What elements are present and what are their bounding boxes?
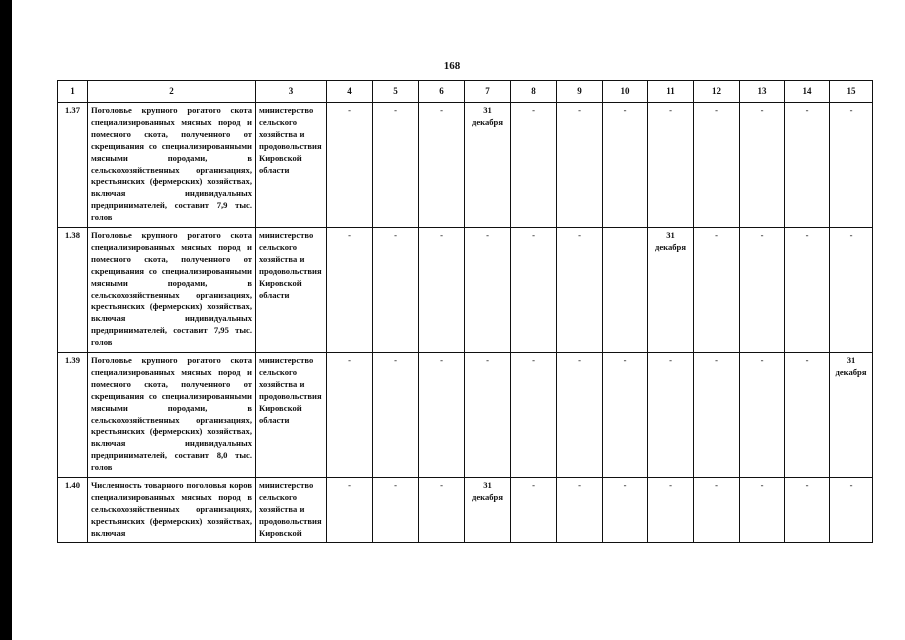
schedule-cell: 31 декабря <box>465 103 511 228</box>
schedule-cell: - <box>373 353 419 478</box>
schedule-cell: - <box>830 103 873 228</box>
col-header: 2 <box>88 81 256 103</box>
schedule-cell: - <box>830 228 873 353</box>
schedule-cell: - <box>557 103 603 228</box>
schedule-cell: - <box>373 478 419 543</box>
col-header: 15 <box>830 81 873 103</box>
schedule-cell: - <box>740 228 785 353</box>
schedule-cell: - <box>648 353 694 478</box>
row-description: Поголовье крупного рогатого скота специализированных мясных пород и помесного скота, полученного от скрещивания со специализированными мясными породами, в сельскохозяйственных организациях, крестьянских (фермерских) хозяйствах, включая индивидуальных предпринимателей, составит 8,0 тыс. голов <box>88 353 256 478</box>
plan-table <box>57 80 873 543</box>
schedule-cell: - <box>603 353 648 478</box>
schedule-cell: - <box>830 478 873 543</box>
schedule-cell: - <box>419 353 465 478</box>
schedule-cell: - <box>648 103 694 228</box>
col-header: 7 <box>465 81 511 103</box>
schedule-cell: - <box>327 228 373 353</box>
schedule-cell: - <box>327 478 373 543</box>
schedule-cell: - <box>557 478 603 543</box>
schedule-cell: - <box>419 228 465 353</box>
table-row <box>58 103 873 228</box>
schedule-cell: - <box>694 478 740 543</box>
schedule-cell <box>603 228 648 353</box>
schedule-cell: - <box>373 103 419 228</box>
schedule-cell: - <box>511 228 557 353</box>
schedule-cell: - <box>465 228 511 353</box>
schedule-cell: - <box>785 103 830 228</box>
row-description: Численность товарного поголовья коров специализированных мясных пород в сельскохозяйственных организациях, крестьянских (фермерских) хозяйствах, включая <box>88 478 256 543</box>
schedule-cell: - <box>694 228 740 353</box>
schedule-cell: - <box>419 478 465 543</box>
schedule-cell: - <box>785 228 830 353</box>
row-responsible: министерство сельского хозяйства и продовольствия Кировской области <box>256 103 327 228</box>
scan-edge-bar <box>0 0 12 640</box>
schedule-cell: - <box>327 103 373 228</box>
col-header: 13 <box>740 81 785 103</box>
row-number: 1.37 <box>58 103 88 228</box>
col-header: 3 <box>256 81 327 103</box>
row-responsible: министерство сельского хозяйства и продовольствия Кировской области <box>256 228 327 353</box>
schedule-cell: - <box>465 353 511 478</box>
schedule-cell: 31 декабря <box>465 478 511 543</box>
schedule-cell: - <box>740 478 785 543</box>
row-responsible: министерство сельского хозяйства и продовольствия Кировской <box>256 478 327 543</box>
schedule-cell: - <box>603 103 648 228</box>
schedule-cell: 31 декабря <box>830 353 873 478</box>
schedule-cell: - <box>740 103 785 228</box>
row-description: Поголовье крупного рогатого скота специализированных мясных пород и помесного скота, полученного от скрещивания со специализированными мясными породами, в сельскохозяйственных организациях, крестьянских (фермерских) хозяйствах, включая индивидуальных предпринимателей, составит 7,95 тыс. голов <box>88 228 256 353</box>
schedule-cell: - <box>419 103 465 228</box>
page-number: 168 <box>443 60 461 72</box>
row-number: 1.38 <box>58 228 88 353</box>
col-header: 5 <box>373 81 419 103</box>
schedule-cell: - <box>511 478 557 543</box>
schedule-cell: - <box>785 353 830 478</box>
schedule-cell: - <box>511 103 557 228</box>
schedule-cell: - <box>785 478 830 543</box>
schedule-cell: - <box>557 353 603 478</box>
row-responsible: министерство сельского хозяйства и продовольствия Кировской области <box>256 353 327 478</box>
col-header: 9 <box>557 81 603 103</box>
col-header: 11 <box>648 81 694 103</box>
schedule-cell: - <box>694 103 740 228</box>
schedule-cell: - <box>511 353 557 478</box>
schedule-cell: - <box>327 353 373 478</box>
schedule-cell: 31 декабря <box>648 228 694 353</box>
schedule-cell: - <box>603 478 648 543</box>
schedule-cell: - <box>373 228 419 353</box>
schedule-cell: - <box>694 353 740 478</box>
table-row <box>58 478 873 543</box>
row-number: 1.39 <box>58 353 88 478</box>
table-row <box>58 353 873 478</box>
col-header: 14 <box>785 81 830 103</box>
schedule-cell: - <box>740 353 785 478</box>
col-header: 4 <box>327 81 373 103</box>
schedule-cell: - <box>557 228 603 353</box>
row-number: 1.40 <box>58 478 88 543</box>
col-header: 10 <box>603 81 648 103</box>
col-header: 6 <box>419 81 465 103</box>
col-header: 8 <box>511 81 557 103</box>
table-row <box>58 228 873 353</box>
row-description: Поголовье крупного рогатого скота специализированных мясных пород и помесного скота, полученного от скрещивания со специализированными мясными породами, в сельскохозяйственных организациях, крестьянских (фермерских) хозяйствах, включая индивидуальных предпринимателей, составит 7,9 тыс. голов <box>88 103 256 228</box>
col-header: 1 <box>58 81 88 103</box>
col-header: 12 <box>694 81 740 103</box>
schedule-cell: - <box>648 478 694 543</box>
header-row <box>58 81 873 103</box>
